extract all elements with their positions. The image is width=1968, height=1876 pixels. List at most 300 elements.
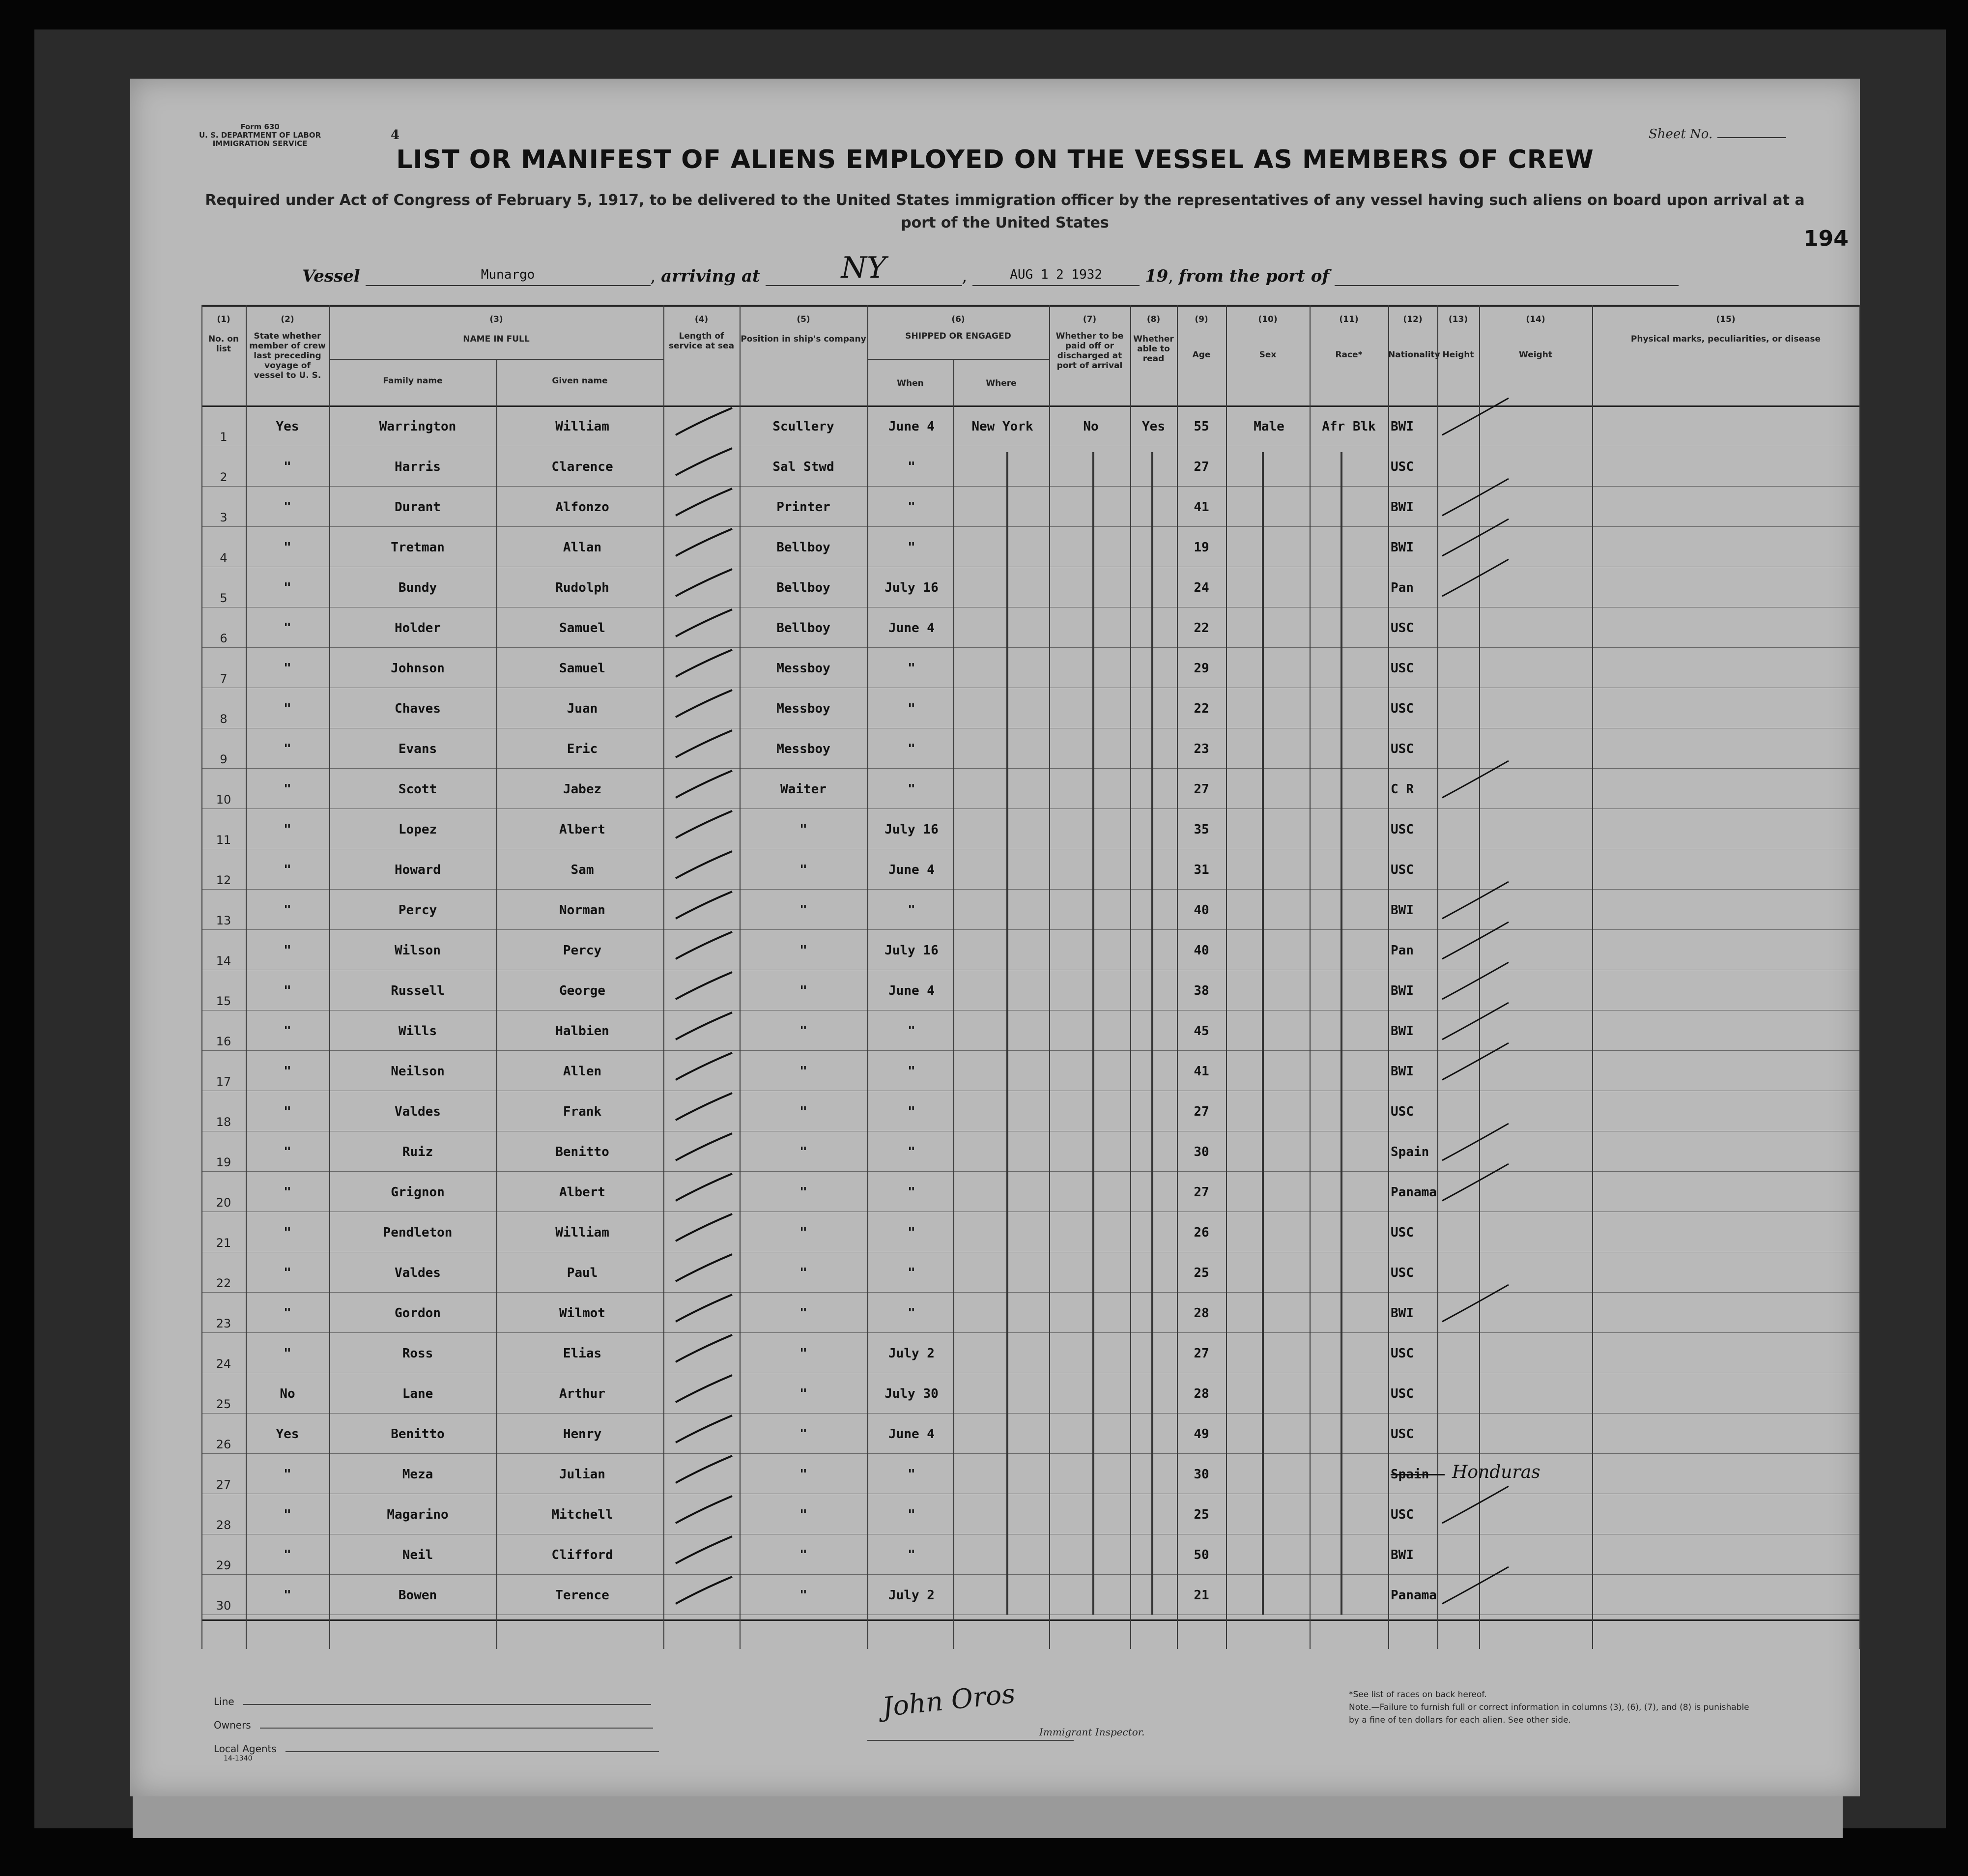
cell-when: " [908,500,915,515]
cell-position: " [799,1306,807,1321]
cell-prev: " [284,460,291,474]
cell-age: 30 [1194,1467,1209,1482]
cell-given: Alfonzo [555,500,609,515]
col-num: (2) [281,315,294,324]
cell-nat: BWI [1391,1024,1414,1039]
cell-when: " [908,1548,915,1562]
col-num: (5) [797,315,810,324]
row-number: 13 [216,914,231,927]
col-rule [1592,305,1593,1649]
row-number: 10 [216,793,231,807]
row-rule [201,889,1860,890]
corner-number: 4 [391,128,400,143]
cell-prev: " [284,1507,291,1522]
cell-nat: USC [1391,1346,1414,1361]
row-rule [201,929,1860,930]
cell-age: 30 [1194,1145,1209,1159]
cell-position: " [799,1266,807,1280]
col-header-10 [1226,315,1310,360]
row-number: 23 [216,1317,231,1330]
row-number: 27 [216,1478,231,1492]
col-num: (11) [1339,315,1359,324]
cell-prev: " [284,1548,291,1562]
col-header-13 [1437,315,1479,360]
col-label: Physical marks, peculiarities, or disease [1630,334,1821,344]
cell-family: Wills [398,1024,437,1039]
cell-when: " [908,1266,915,1280]
cell-prev: " [284,1266,291,1280]
cell-family: Lane [402,1386,433,1401]
row-rule [201,526,1860,527]
cell-family: Durant [395,500,441,515]
row-number: 2 [220,470,228,484]
col-label: NAME IN FULL [463,334,530,344]
cell-nat: USC [1391,1266,1414,1280]
col-header-15 [1592,315,1859,344]
cell-given: Frank [563,1104,602,1119]
cell-age: 27 [1194,1346,1209,1361]
cell-position: " [799,1346,807,1361]
form-number: Form 630 [240,122,280,131]
cell-when: June 4 [888,419,935,434]
col-header-14 [1479,315,1592,360]
cell-given: Allan [563,540,602,555]
col-label: SHIPPED OR ENGAGED [905,331,1011,341]
from-port-label: from the port of [1178,266,1330,286]
cell-family: Bundy [398,580,437,595]
cell-position: Bellboy [776,540,830,555]
agents-label: Local Agents [214,1743,277,1755]
cell-nat: BWI [1391,1548,1414,1562]
page-number: 194 [1803,226,1849,251]
cell-given: Henry [563,1427,602,1442]
cell-given: Samuel [559,621,605,635]
cell-nat: BWI [1391,419,1414,434]
row-number: 8 [220,712,228,726]
row-number: 11 [216,833,231,847]
col-rule [953,359,954,1649]
cell-given: Albert [559,822,605,837]
row-number: 4 [220,551,228,565]
cell-nat: USC [1391,661,1414,676]
row-number: 19 [216,1155,231,1169]
cell-family: Ruiz [402,1145,433,1159]
cell-nat: USC [1391,822,1414,837]
cell-when: July 16 [884,943,939,958]
cell-nat: BWI [1391,1306,1414,1321]
cell-nat: Panama [1391,1185,1437,1200]
cell-prev: " [284,822,291,837]
col-header-2 [248,315,327,380]
cell-when: July 2 [888,1346,935,1361]
crew-table [201,305,1860,1649]
cell-paid: No [1083,419,1099,434]
cell-prev: " [284,1185,291,1200]
row-number: 1 [220,430,228,444]
cell-given: Benitto [555,1145,609,1159]
col-rule [740,305,741,1649]
cell-given: Julian [559,1467,605,1482]
table-top-rule [201,305,1860,307]
cell-given: William [555,1225,609,1240]
cell-family: Tretman [391,540,445,555]
row-rule [201,1413,1860,1414]
col-num: (3) [489,315,503,324]
cell-when: " [908,1024,915,1039]
row-rule [201,1171,1860,1172]
cell-age: 22 [1194,701,1209,716]
col-label: Sex [1259,350,1277,360]
cell-prev: " [284,1346,291,1361]
cell-prev: " [284,661,291,676]
race-footnote: *See list of races on back hereof. [1349,1690,1487,1700]
col-rule [663,305,664,1649]
col-num: (4) [694,315,709,324]
row-number: 17 [216,1075,231,1089]
cell-when: " [908,701,915,716]
cell-given: Arthur [559,1386,605,1401]
col-label: Race* [1335,350,1363,360]
row-rule [201,1453,1860,1454]
cell-when: June 4 [888,863,935,877]
col-label: State whether member of crew last preceding voyage of vessel to U. S. [249,331,326,380]
cell-prev: " [284,1588,291,1603]
family-name-subheader: Family name [383,376,443,386]
form-identifier [199,123,321,148]
cell-nat: BWI [1391,540,1414,555]
col-header-5 [740,315,867,344]
cell-position: " [799,1104,807,1119]
col-header-7 [1049,315,1130,371]
cell-position: Bellboy [776,621,830,635]
cell-prev: " [284,500,291,515]
cell-given: Norman [559,903,605,918]
cell-family: Pendleton [383,1225,453,1240]
cell-nat: USC [1391,1104,1414,1119]
cell-nat: BWI [1391,983,1414,998]
col-num: (10) [1258,315,1278,324]
row-number: 12 [216,873,231,887]
col-header-9 [1177,315,1226,360]
cell-age: 29 [1194,661,1209,676]
cell-age: 26 [1194,1225,1209,1240]
row-number: 24 [216,1357,231,1371]
cell-nat: BWI [1391,903,1414,918]
cell-family: Evans [398,742,437,756]
col-num: (13) [1448,315,1468,324]
cell-read: Yes [1142,419,1165,434]
department-name: U. S. DEPARTMENT OF LABOR [199,131,321,140]
from-port-value [1335,267,1679,286]
cell-when: " [908,782,915,797]
name-subheader-rule [329,359,663,360]
row-rule [201,768,1860,769]
row-number: 6 [220,632,228,645]
inspector-signature: John Oros [881,1677,1017,1723]
col-label: Position in ship's company [741,334,866,344]
row-rule [201,647,1860,648]
table-bottom-rule [201,1619,1860,1621]
col-rule [1388,305,1389,1649]
row-number: 15 [216,994,231,1008]
col-header-12 [1388,315,1440,360]
col-label: Height [1442,350,1474,360]
cell-age: 28 [1194,1386,1209,1401]
row-number: 25 [216,1397,231,1411]
strike-through [1391,1474,1445,1475]
cell-position: " [799,1225,807,1240]
manifest-page [130,79,1860,1796]
line-label: Line [214,1696,234,1707]
form-code: 14-1340 [224,1755,253,1762]
when-subheader: When [897,378,924,388]
cell-when: " [908,1064,915,1079]
cell-age: 41 [1194,500,1209,515]
col-rule [1859,305,1860,1649]
row-number: 18 [216,1115,231,1129]
cell-position: Messboy [776,701,830,716]
cell-position: " [799,1386,807,1401]
cell-position: " [799,1185,807,1200]
cell-when: July 2 [888,1588,935,1603]
row-number: 21 [216,1236,231,1250]
year-label: 19 [1144,266,1169,286]
col-rule [1226,305,1227,1649]
cell-family: Wilson [395,943,441,958]
handwritten-nationality: Honduras [1452,1462,1540,1482]
cell-position: " [799,1024,807,1039]
cell-position: " [799,1548,807,1562]
page-title: LIST OR MANIFEST OF ALIENS EMPLOYED ON THE VESSEL AS MEMBERS OF CREW [396,145,1594,174]
cell-family: Chaves [395,701,441,716]
cell-nat: USC [1391,1225,1414,1240]
cell-position: Scullery [772,419,834,434]
cell-family: Bowen [398,1588,437,1603]
col-rule [246,305,247,1649]
line-blank [243,1704,651,1705]
col-num: (14) [1526,315,1545,324]
col-label: Whether able to read [1133,334,1174,364]
cell-position: Messboy [776,742,830,756]
cell-when: " [908,1467,915,1482]
cell-family: Russell [391,983,445,998]
cell-family: Warrington [379,419,456,434]
col-num: (9) [1195,315,1208,324]
cell-given: Clifford [551,1548,613,1562]
cell-age: 49 [1194,1427,1209,1442]
cell-family: Grignon [391,1185,445,1200]
cell-family: Scott [398,782,437,797]
cell-given: Samuel [559,661,605,676]
cell-age: 27 [1194,782,1209,797]
col-label: Nationality [1388,350,1440,360]
row-rule [201,1574,1860,1575]
cell-prev: " [284,1064,291,1079]
arrival-date-stamp: AUG 1 2 1932 [972,267,1140,286]
cell-age: 28 [1194,1306,1209,1321]
cell-given: Elias [563,1346,602,1361]
cell-position: " [799,1467,807,1482]
cell-prev: " [284,1467,291,1482]
row-number: 5 [220,591,228,605]
col-header-1 [201,315,246,354]
col-num: (12) [1403,315,1423,324]
cell-given: Halbien [555,1024,609,1039]
col-num: (15) [1716,315,1736,324]
col-rule [329,305,330,1649]
cell-prev: " [284,863,291,877]
cell-prev: " [284,903,291,918]
cell-family: Howard [395,863,441,877]
col-rule [496,359,497,1649]
cell-when: " [908,460,915,474]
cell-position: " [799,1427,807,1442]
cell-when: " [908,1104,915,1119]
cell-prev: " [284,540,291,555]
cell-age: 55 [1194,419,1209,434]
cell-prev: " [284,1104,291,1119]
cell-nat: USC [1391,1427,1414,1442]
cell-family: Neil [402,1548,433,1562]
cell-family: Benitto [391,1427,445,1442]
cell-nat: Spain [1391,1145,1429,1159]
cell-race: Afr Blk [1322,419,1376,434]
cell-when: July 16 [884,580,939,595]
col-header-11 [1310,315,1388,360]
cell-when: " [908,742,915,756]
cell-when: June 4 [888,1427,935,1442]
row-number: 30 [216,1599,231,1613]
cell-given: George [559,983,605,998]
row-number: 9 [220,752,228,766]
cell-prev: " [284,1306,291,1321]
cell-prev: " [284,782,291,797]
cell-position: " [799,943,807,958]
col-rule [1130,305,1131,1649]
row-rule [201,1292,1860,1293]
cell-age: 25 [1194,1266,1209,1280]
cell-family: Ross [402,1346,433,1361]
header-rule [201,405,1860,407]
shipped-subheader-rule [867,359,1049,360]
cell-position: Messboy [776,661,830,676]
cell-given: Eric [567,742,598,756]
col-label: Age [1192,350,1211,360]
col-header-6 [867,315,1049,341]
cell-given: Sam [570,863,594,877]
cell-age: 45 [1194,1024,1209,1039]
cell-position: " [799,903,807,918]
row-number: 22 [216,1276,231,1290]
col-rule [201,305,202,1649]
col-num: (8) [1146,315,1161,324]
col-rule [867,305,868,1649]
cell-position: " [799,822,807,837]
cell-age: 35 [1194,822,1209,837]
cell-family: Valdes [395,1266,441,1280]
cell-prev: " [284,580,291,595]
cell-position: " [799,983,807,998]
cell-prev: " [284,742,291,756]
cell-prev: " [284,983,291,998]
cell-when: " [908,540,915,555]
owners-field [214,1719,653,1731]
cell-age: 19 [1194,540,1209,555]
cell-given: Percy [563,943,602,958]
cell-age: 50 [1194,1548,1209,1562]
col-header-3 [329,315,663,344]
col-num: (7) [1083,315,1097,324]
cell-where: New York [971,419,1033,434]
cell-age: 25 [1194,1507,1209,1522]
cell-age: 38 [1194,983,1209,998]
cell-nat: USC [1391,863,1414,877]
arriving-label: arriving at [661,266,760,286]
agents-blank [285,1751,659,1752]
row-number: 29 [216,1559,231,1572]
cell-given: Juan [567,701,598,716]
service-name: IMMIGRATION SERVICE [212,139,308,148]
col-label: Whether to be paid off or discharged at port of arrival [1055,331,1124,371]
cell-when: July 16 [884,822,939,837]
penalty-footnote: Note.—Failure to furnish full or correct information in columns (3), (6), (7), and (8) is punishable by a fine of ten dollars for each alien. See other side. [1349,1703,1749,1725]
cell-family: Gordon [395,1306,441,1321]
cell-position: Bellboy [776,580,830,595]
cell-nat: USC [1391,701,1414,716]
page-subtitle: Required under Act of Congress of February 5, 1917, to be delivered to the United States immigration officer by the representatives of any vessel having such aliens on board upon arrival at a port of the United States [205,192,1805,231]
cell-age: 40 [1194,943,1209,958]
cell-given: William [555,419,609,434]
cell-position: " [799,1064,807,1079]
owners-label: Owners [214,1719,251,1731]
col-label: Weight [1519,350,1552,360]
vessel-label: Vessel [302,266,360,286]
cell-nat: USC [1391,742,1414,756]
cell-nat: USC [1391,1507,1414,1522]
sheet-number-field [1649,127,1786,142]
cell-nat: Panama [1391,1588,1437,1603]
cell-age: 41 [1194,1064,1209,1079]
cell-sex: Male [1254,419,1284,434]
cell-given: Paul [567,1266,598,1280]
cell-when: " [908,1306,915,1321]
cell-given: Terence [555,1588,609,1603]
owners-blank [260,1728,653,1729]
col-label: No. on list [208,334,239,354]
cell-given: Jabez [563,782,602,797]
cell-when: June 4 [888,983,935,998]
cell-prev: " [284,1145,291,1159]
vessel-value: Munargo [366,267,651,286]
cell-nat: BWI [1391,500,1414,515]
cell-given: Albert [559,1185,605,1200]
row-rule [201,808,1860,809]
cell-nat: Pan [1391,943,1414,958]
cell-when: " [908,1225,915,1240]
cell-prev: " [284,621,291,635]
col-rule [1049,305,1050,1649]
col-header-4 [663,315,740,351]
cell-nat: USC [1391,1386,1414,1401]
cell-when: " [908,661,915,676]
cell-prev: " [284,943,291,958]
row-number: 20 [216,1196,231,1210]
cell-position: Sal Stwd [772,460,834,474]
cell-when: " [908,1145,915,1159]
cell-age: 27 [1194,1185,1209,1200]
sheet-blank [1717,137,1786,138]
cell-given: Mitchell [551,1507,613,1522]
